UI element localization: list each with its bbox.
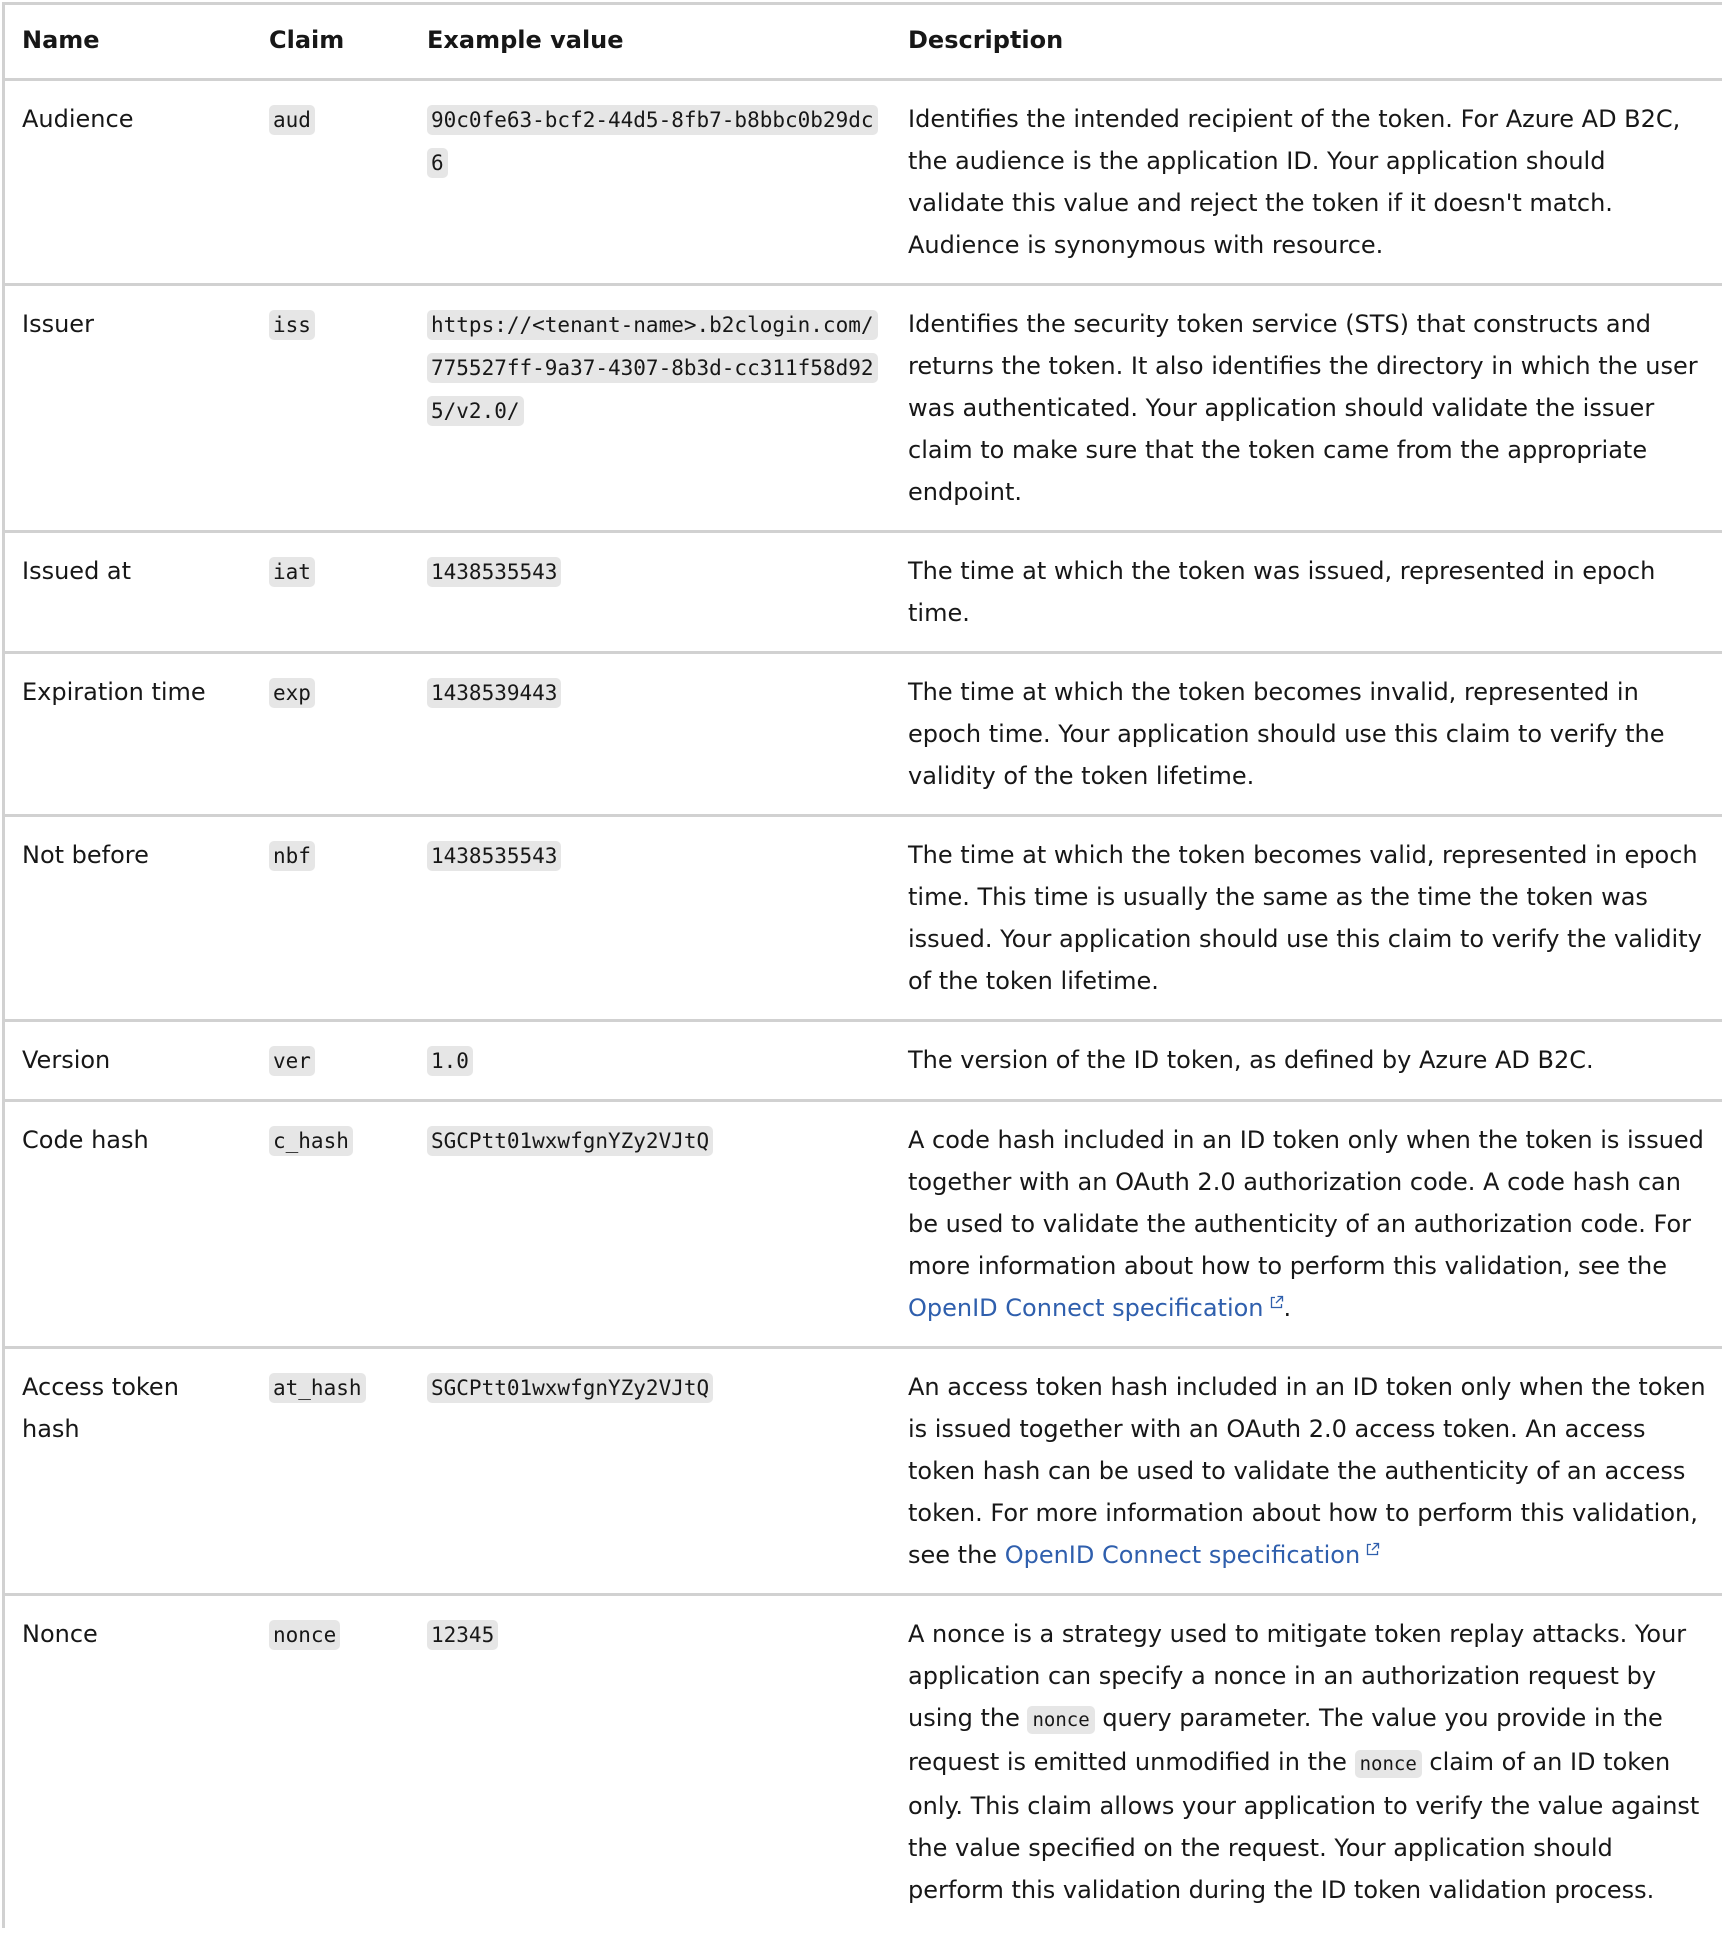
description-text: A code hash included in an ID token only when the token is issued together with an OAuth 2.0 authorization code. A code hash can be used to validate the authenticity of an authorization code. For more information about how to perform this validation, see the [908,1126,1704,1280]
cell-description [891,1101,1722,1348]
cell-description [891,1595,1722,1929]
cell-example [410,816,891,1021]
table-row-not-before [5,816,1722,1021]
example-code: 12345 [427,1620,498,1650]
example-code: SGCPtt01wxwfgnYZy2VJtQ [427,1126,713,1156]
cell-description: The time at which the token becomes invalid, represented in epoch time. Your application should use this claim to verify the validity of the token lifetime. [891,653,1722,816]
cell-name: Issued at [5,532,252,653]
openid-connect-spec-link[interactable] [1005,1541,1381,1569]
cell-name: Access token hash [5,1348,252,1595]
cell-name: Code hash [5,1101,252,1348]
claim-code: c_hash [269,1126,353,1156]
example-code: 1438535543 [427,841,561,871]
table-row-access-token-hash [5,1348,1722,1595]
claim-code: aud [269,105,315,135]
claim-code: nonce [269,1620,340,1650]
cell-example [410,285,891,532]
table-row-issuer [5,285,1722,532]
example-code: https://<tenant-name>.b2clogin.com/775527ff-9a37-4307-8b3d-cc311f58d925/v2.0/ [427,310,878,426]
cell-claim [252,1348,410,1595]
claim-code: at_hash [269,1373,366,1403]
header-example-value: Example value [410,5,891,80]
cell-claim [252,1595,410,1929]
cell-example [410,80,891,285]
external-link-icon [1269,1295,1284,1310]
cell-name: Audience [5,80,252,285]
description-text: An access token hash included in an ID token only when the token is issued together with an OAuth 2.0 access token. An access token hash can be used to validate the authenticity of an access token. For more information about how to perform this validation, see the [908,1373,1706,1569]
cell-claim [252,1021,410,1101]
cell-claim [252,816,410,1021]
claim-code: iss [269,310,315,340]
header-claim: Claim [252,5,410,80]
example-code: 1438535543 [427,557,561,587]
cell-example [410,653,891,816]
cell-claim [252,80,410,285]
claim-code: ver [269,1046,315,1076]
cell-description: Identifies the security token service (STS) that constructs and returns the token. It also identifies the directory in which the user was authenticated. Your application should validate the issuer claim to make sure that the token came from the appropriate endpoint. [891,285,1722,532]
table-row-audience [5,80,1722,285]
cell-claim [252,285,410,532]
table-row-code-hash [5,1101,1722,1348]
cell-name: Issuer [5,285,252,532]
table-row-version [5,1021,1722,1101]
example-code: 1438539443 [427,678,561,708]
header-description: Description [891,5,1722,80]
cell-example [410,532,891,653]
claims-table [5,5,1722,1928]
cell-claim [252,532,410,653]
cell-description: The version of the ID token, as defined by Azure AD B2C. [891,1021,1722,1101]
cell-example [410,1101,891,1348]
description-text: A nonce is a strategy used to mitigate token replay attacks. Your application can specify a nonce in an authorization request by using the [908,1620,1687,1732]
example-code: SGCPtt01wxwfgnYZy2VJtQ [427,1373,713,1403]
link-text[interactable]: OpenID Connect specification [908,1294,1264,1322]
cell-claim [252,1101,410,1348]
table-row-issued-at [5,532,1722,653]
table-row-expiration-time [5,653,1722,816]
claim-code: iat [269,557,315,587]
inline-code-nonce: nonce [1027,1706,1094,1734]
example-code: 1.0 [427,1046,473,1076]
cell-name: Expiration time [5,653,252,816]
cell-description: Identifies the intended recipient of the token. For Azure AD B2C, the audience is the application ID. Your application should validate this value and reject the token if it doesn't match. Audience is synonymous with resource. [891,80,1722,285]
claim-code: exp [269,678,315,708]
cell-description [891,1348,1722,1595]
cell-example [410,1021,891,1101]
cell-example [410,1595,891,1929]
cell-example [410,1348,891,1595]
example-code: 90c0fe63-bcf2-44d5-8fb7-b8bbc0b29dc6 [427,105,878,178]
inline-code-nonce: nonce [1355,1750,1422,1778]
table-row-nonce [5,1595,1722,1929]
description-text: query parameter. The value you provide in the request is emitted unmodified in the [908,1704,1663,1776]
link-text[interactable]: OpenID Connect specification [1004,1541,1361,1569]
header-name: Name [5,5,252,80]
claim-code: nbf [269,841,315,871]
description-text-end: . [1283,1294,1292,1322]
cell-description: The time at which the token becomes valid, represented in epoch time. This time is usually the same as the time the token was issued. Your application should use this claim to verify the validity of the token lifetime. [891,816,1722,1021]
cell-name: Nonce [22,1620,98,1648]
cell-name: Version [5,1021,252,1101]
claims-table-container [2,2,1722,1928]
cell-description: The time at which the token was issued, represented in epoch time. [891,532,1722,653]
cell-claim [252,653,410,816]
external-link-icon [1365,1542,1380,1557]
description-text: claim of an ID token only. This claim allows your application to verify the value against the value specified on the request. Your application should perform this validation during the ID token validation process. [908,1748,1700,1904]
cell-name: Not before [5,816,252,1021]
openid-connect-spec-link[interactable] [908,1294,1284,1322]
table-header-row [5,5,1722,80]
